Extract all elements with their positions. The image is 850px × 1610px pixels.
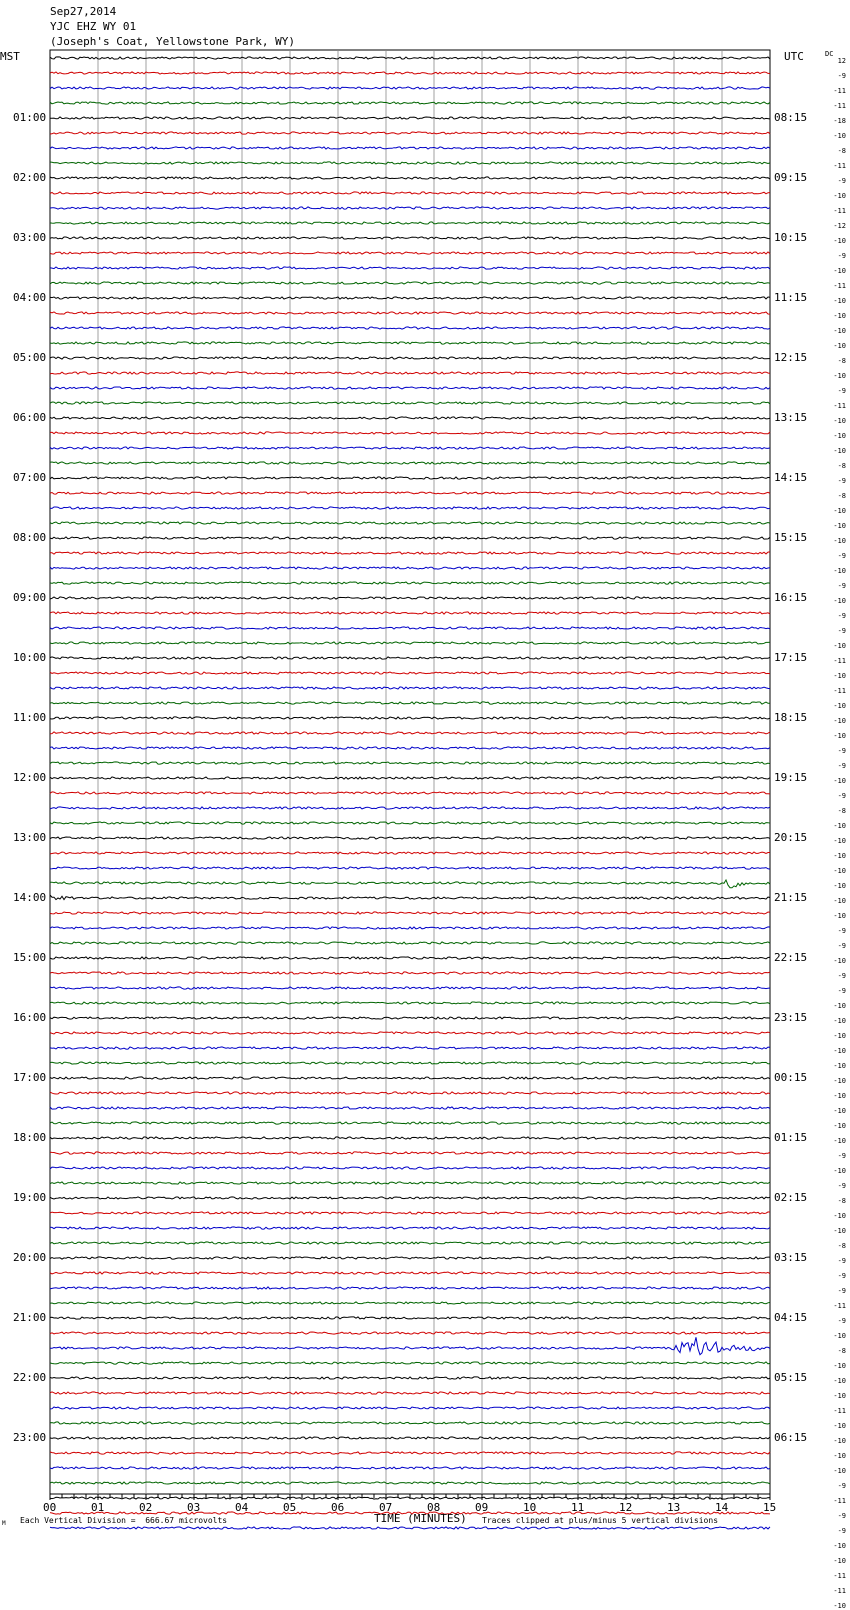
trace-row-78 [50,1227,770,1229]
right-hour-label: 18:15 [774,711,808,724]
dc-offset-value: -10 [833,1602,846,1610]
x-tick-label: 09 [475,1501,489,1514]
dc-offset-value: -10 [833,192,846,200]
trace-row-29 [50,492,770,494]
dc-offset-value: -10 [833,1392,846,1400]
trace-row-6 [50,147,770,149]
left-hour-label: 08:00 [13,531,47,544]
dc-offset-value: -9 [837,582,846,590]
trace-row-50 [50,807,770,809]
right-hour-label: 04:15 [774,1311,808,1324]
dc-offset-value: -10 [833,822,846,830]
right-hour-label: 09:15 [774,171,808,184]
dc-offset-value: -11 [833,207,846,215]
right-hour-label: 22:15 [774,951,808,964]
dc-offset-value: -10 [833,567,846,575]
left-hour-label: 14:00 [13,891,47,904]
trace-row-71 [50,1122,770,1124]
dc-offset-value: -10 [833,882,846,890]
trace-row-41 [50,672,770,674]
dc-offset-value: -11 [833,657,846,665]
dc-offset-value: -10 [833,522,846,530]
right-hour-label: 00:15 [774,1071,808,1084]
dc-offset-value: -10 [833,702,846,710]
trace-row-3 [50,102,770,104]
dc-offset-value: -10 [833,1437,846,1445]
dc-offset-value: -10 [833,1452,846,1460]
right-hour-label: 17:15 [774,651,808,664]
dc-offset-value: -9 [837,972,846,980]
left-hour-label: 23:00 [13,1431,47,1444]
dc-offset-value: -11 [833,1497,846,1505]
trace-row-63 [50,1002,770,1004]
dc-offset-value: -11 [833,687,846,695]
trace-row-80 [50,1257,770,1259]
dc-offset-value: -10 [833,1062,846,1070]
x-tick-label: 14 [715,1501,729,1514]
x-tick-label: 15 [763,1501,777,1514]
dc-offset-value: -10 [833,342,846,350]
trace-row-27 [50,462,770,464]
x-tick-label: 01 [91,1501,105,1514]
dc-offset-header: DC [825,50,834,58]
right-hour-label: 06:15 [774,1431,808,1444]
trace-row-31 [50,522,770,524]
trace-row-72 [50,1137,770,1139]
trace-row-77 [50,1212,770,1214]
left-hour-label: 07:00 [13,471,47,484]
trace-row-42 [50,687,770,689]
dc-offset-value: -9 [837,1512,846,1520]
dc-offset-value: -9 [837,627,846,635]
dc-offset-value: -8 [837,807,846,815]
trace-row-75 [50,1182,770,1184]
dc-offset-value: -10 [833,1467,846,1475]
trace-row-94 [50,1467,770,1469]
left-hour-label: 15:00 [13,951,47,964]
dc-offset-value: -10 [833,957,846,965]
trace-row-61 [50,972,770,974]
dc-offset-value: -9 [837,252,846,260]
trace-row-38 [50,627,770,629]
dc-offset-value: -10 [833,867,846,875]
right-hour-label: 19:15 [774,771,808,784]
dc-offset-value: -10 [833,1047,846,1055]
dc-offset-value: -10 [833,1002,846,1010]
left-hour-label: 11:00 [13,711,47,724]
trace-row-28 [50,477,770,479]
trace-row-81 [50,1272,770,1274]
trace-row-70 [50,1107,770,1109]
trace-row-25 [50,432,770,434]
trace-row-92 [50,1437,770,1439]
dc-offset-value: -11 [833,162,846,170]
left-hour-label: 05:00 [13,351,47,364]
dc-offset-value: -9 [837,612,846,620]
dc-offset-value: -10 [833,717,846,725]
right-hour-label: 23:15 [774,1011,808,1024]
trace-row-18 [50,327,770,329]
trace-row-35 [50,582,770,584]
dc-offset-value: -11 [833,282,846,290]
trace-row-64 [50,1017,770,1019]
dc-offset-value: -9 [837,177,846,185]
dc-offset-value: -10 [833,597,846,605]
trace-row-89 [50,1392,770,1394]
dc-offset-value: -10 [833,837,846,845]
trace-row-57 [50,912,770,914]
dc-offset-value: -10 [833,1137,846,1145]
trace-row-33 [50,552,770,554]
plot-date: Sep27,2014 [50,5,117,18]
trace-row-23 [50,402,770,404]
left-hour-label: 16:00 [13,1011,47,1024]
trace-row-26 [50,447,770,449]
trace-row-44 [50,717,770,719]
trace-row-95 [50,1482,770,1484]
logo-mark: M [2,1520,6,1527]
trace-row-11 [50,222,770,224]
dc-offset-value: -10 [833,1107,846,1115]
trace-row-7 [50,162,770,164]
right-hour-label: 02:15 [774,1191,808,1204]
station-code: YJC EHZ WY 01 [50,20,137,33]
trace-row-2 [50,87,770,89]
trace-row-90 [50,1407,770,1409]
dc-offset-value: -10 [833,1542,846,1550]
dc-offset-value: -10 [833,297,846,305]
trace-row-12 [50,237,770,239]
trace-row-52 [50,837,770,839]
x-tick-label: 05 [283,1501,297,1514]
trace-row-51 [50,822,770,824]
dc-offset-value: -8 [837,147,846,155]
trace-row-8 [50,177,770,179]
trace-row-55 [50,880,770,888]
trace-row-40 [50,657,770,659]
dc-offset-value: -10 [833,897,846,905]
dc-offset-value: -10 [833,132,846,140]
x-tick-label: 08 [427,1501,441,1514]
left-hour-label: 22:00 [13,1371,47,1384]
left-axis-title: MST [0,50,20,63]
dc-offset-value: -10 [833,237,846,245]
left-hour-label: 18:00 [13,1131,47,1144]
scale-note: Each Vertical Division = 666.67 microvolts [20,1516,228,1525]
dc-offset-value: -11 [833,1302,846,1310]
dc-offset-value: -9 [837,552,846,560]
dc-offset-value: -12 [833,222,846,230]
dc-offset-value: -9 [837,1152,846,1160]
x-tick-label: 12 [619,1501,633,1514]
trace-row-91 [50,1422,770,1424]
trace-row-45 [50,732,770,734]
left-hour-label: 13:00 [13,831,47,844]
dc-offset-value: -11 [833,87,846,95]
right-hour-label: 03:15 [774,1251,808,1264]
left-hour-label: 10:00 [13,651,47,664]
x-tick-label: 11 [571,1501,585,1514]
trace-row-65 [50,1032,770,1034]
dc-offset-value: -10 [833,507,846,515]
dc-offset-value: -10 [833,672,846,680]
dc-offset-value: -9 [837,792,846,800]
trace-row-49 [50,792,770,794]
left-hour-label: 17:00 [13,1071,47,1084]
right-hour-label: 15:15 [774,531,808,544]
right-hour-label: 20:15 [774,831,808,844]
trace-row-47 [50,762,770,764]
dc-offset-value: -8 [837,1197,846,1205]
dc-offset-value: -8 [837,492,846,500]
x-tick-label: 13 [667,1501,681,1514]
trace-row-67 [50,1062,770,1064]
x-tick-label: 10 [523,1501,537,1514]
trace-row-0 [50,57,770,59]
right-hour-label: 12:15 [774,351,808,364]
dc-offset-value: -10 [833,1167,846,1175]
dc-offset-value: -18 [833,117,846,125]
right-hour-label: 13:15 [774,411,808,424]
dc-offset-value: -10 [833,1212,846,1220]
x-tick-label: 07 [379,1501,393,1514]
dc-offset-value: -10 [833,1122,846,1130]
dc-offset-value: -9 [837,747,846,755]
dc-offset-value: -9 [837,987,846,995]
dc-offset-value: -11 [833,1572,846,1580]
trace-row-34 [50,567,770,569]
dc-offset-value: -10 [833,432,846,440]
trace-row-19 [50,342,770,344]
trace-row-68 [50,1077,770,1079]
trace-row-84 [50,1317,770,1319]
trace-row-82 [50,1287,770,1289]
x-tick-label: 06 [331,1501,345,1514]
trace-row-58 [50,927,770,929]
trace-row-60 [50,957,770,959]
trace-row-62 [50,987,770,989]
x-axis-title: TIME (MINUTES) [374,1512,467,1525]
trace-row-14 [50,267,770,269]
trace-row-1 [50,72,770,74]
dc-offset-value: -8 [837,462,846,470]
dc-offset-value: -10 [833,447,846,455]
trace-row-10 [50,207,770,209]
dc-offset-value: -9 [837,1482,846,1490]
trace-row-17 [50,312,770,314]
trace-row-46 [50,747,770,749]
dc-offset-value: -10 [833,1332,846,1340]
dc-offset-value: -9 [837,1257,846,1265]
dc-offset-value: -9 [837,1182,846,1190]
trace-row-13 [50,252,770,254]
dc-offset-value: -11 [833,402,846,410]
x-tick-label: 04 [235,1501,249,1514]
trace-row-39 [50,642,770,644]
left-hour-label: 04:00 [13,291,47,304]
dc-offset-value: -8 [837,1347,846,1355]
trace-row-24 [50,417,770,419]
trace-row-73 [50,1152,770,1154]
trace-row-54 [50,867,770,869]
left-hour-label: 01:00 [13,111,47,124]
trace-row-98 [50,1527,770,1529]
dc-offset-value: 12 [837,57,846,65]
right-hour-label: 01:15 [774,1131,808,1144]
trace-row-69 [50,1092,770,1094]
dc-offset-value: -10 [833,1422,846,1430]
trace-row-5 [50,132,770,134]
left-hour-label: 06:00 [13,411,47,424]
trace-row-83 [50,1302,770,1304]
dc-offset-value: -10 [833,1377,846,1385]
dc-offset-value: -10 [833,1227,846,1235]
right-axis-title: UTC [784,50,804,63]
trace-row-74 [50,1167,770,1169]
trace-row-4 [50,117,770,119]
dc-offset-value: -10 [833,1362,846,1370]
dc-offset-value: -10 [833,327,846,335]
trace-row-9 [50,192,770,194]
right-hour-label: 21:15 [774,891,808,904]
left-hour-label: 02:00 [13,171,47,184]
right-hour-label: 11:15 [774,291,808,304]
trace-row-15 [50,282,770,284]
dc-offset-value: -10 [833,1557,846,1565]
trace-row-66 [50,1047,770,1049]
trace-row-85 [50,1332,770,1334]
dc-offset-value: -11 [833,102,846,110]
left-hour-label: 12:00 [13,771,47,784]
dc-offset-value: -11 [833,1407,846,1415]
trace-row-22 [50,387,770,389]
x-tick-label: 02 [139,1501,153,1514]
dc-offset-value: -10 [833,372,846,380]
dc-offset-value: -10 [833,1032,846,1040]
dc-offset-value: -9 [837,1527,846,1535]
dc-offset-value: -9 [837,387,846,395]
dc-offset-value: -9 [837,1317,846,1325]
dc-offset-value: -10 [833,1017,846,1025]
trace-row-32 [50,537,770,539]
dc-offset-value: -8 [837,1242,846,1250]
trace-row-59 [50,942,770,944]
dc-offset-value: -9 [837,762,846,770]
trace-row-53 [50,852,770,854]
right-hour-label: 10:15 [774,231,808,244]
trace-row-43 [50,702,770,704]
dc-offset-value: -9 [837,1272,846,1280]
dc-offset-value: -10 [833,1092,846,1100]
trace-row-76 [50,1197,770,1199]
trace-row-88 [50,1377,770,1379]
x-tick-label: 00 [43,1501,57,1514]
dc-offset-value: -10 [833,312,846,320]
dc-offset-value: -9 [837,72,846,80]
trace-row-48 [50,777,770,779]
left-hour-label: 20:00 [13,1251,47,1264]
left-hour-label: 21:00 [13,1311,47,1324]
right-hour-label: 14:15 [774,471,808,484]
trace-row-93 [50,1452,770,1454]
trace-row-30 [50,507,770,509]
right-hour-label: 08:15 [774,111,808,124]
x-tick-label: 03 [187,1501,201,1514]
trace-row-56 [50,895,770,900]
dc-offset-value: -10 [833,912,846,920]
left-hour-label: 09:00 [13,591,47,604]
trace-row-79 [50,1242,770,1244]
left-hour-label: 03:00 [13,231,47,244]
dc-offset-value: -9 [837,942,846,950]
dc-offset-value: -10 [833,777,846,785]
trace-row-21 [50,372,770,374]
dc-offset-value: -10 [833,852,846,860]
dc-offset-value: -9 [837,477,846,485]
dc-offset-value: -10 [833,1077,846,1085]
trace-row-87 [50,1362,770,1364]
clip-note: Traces clipped at plus/minus 5 vertical divisions [482,1516,719,1525]
right-hour-label: 05:15 [774,1371,808,1384]
dc-offset-value: -10 [833,732,846,740]
dc-offset-value: -10 [833,642,846,650]
dc-offset-value: -9 [837,1287,846,1295]
dc-offset-value: -9 [837,927,846,935]
dc-offset-value: -8 [837,357,846,365]
left-hour-label: 19:00 [13,1191,47,1204]
dc-offset-value: -10 [833,417,846,425]
trace-row-20 [50,357,770,359]
trace-row-36 [50,597,770,599]
dc-offset-value: -10 [833,537,846,545]
trace-row-86 [50,1337,770,1354]
trace-row-16 [50,297,770,299]
dc-offset-value: -11 [833,1587,846,1595]
right-hour-label: 16:15 [774,591,808,604]
trace-row-37 [50,612,770,614]
station-location: (Joseph's Coat, Yellowstone Park, WY) [50,35,296,48]
dc-offset-value: -10 [833,267,846,275]
